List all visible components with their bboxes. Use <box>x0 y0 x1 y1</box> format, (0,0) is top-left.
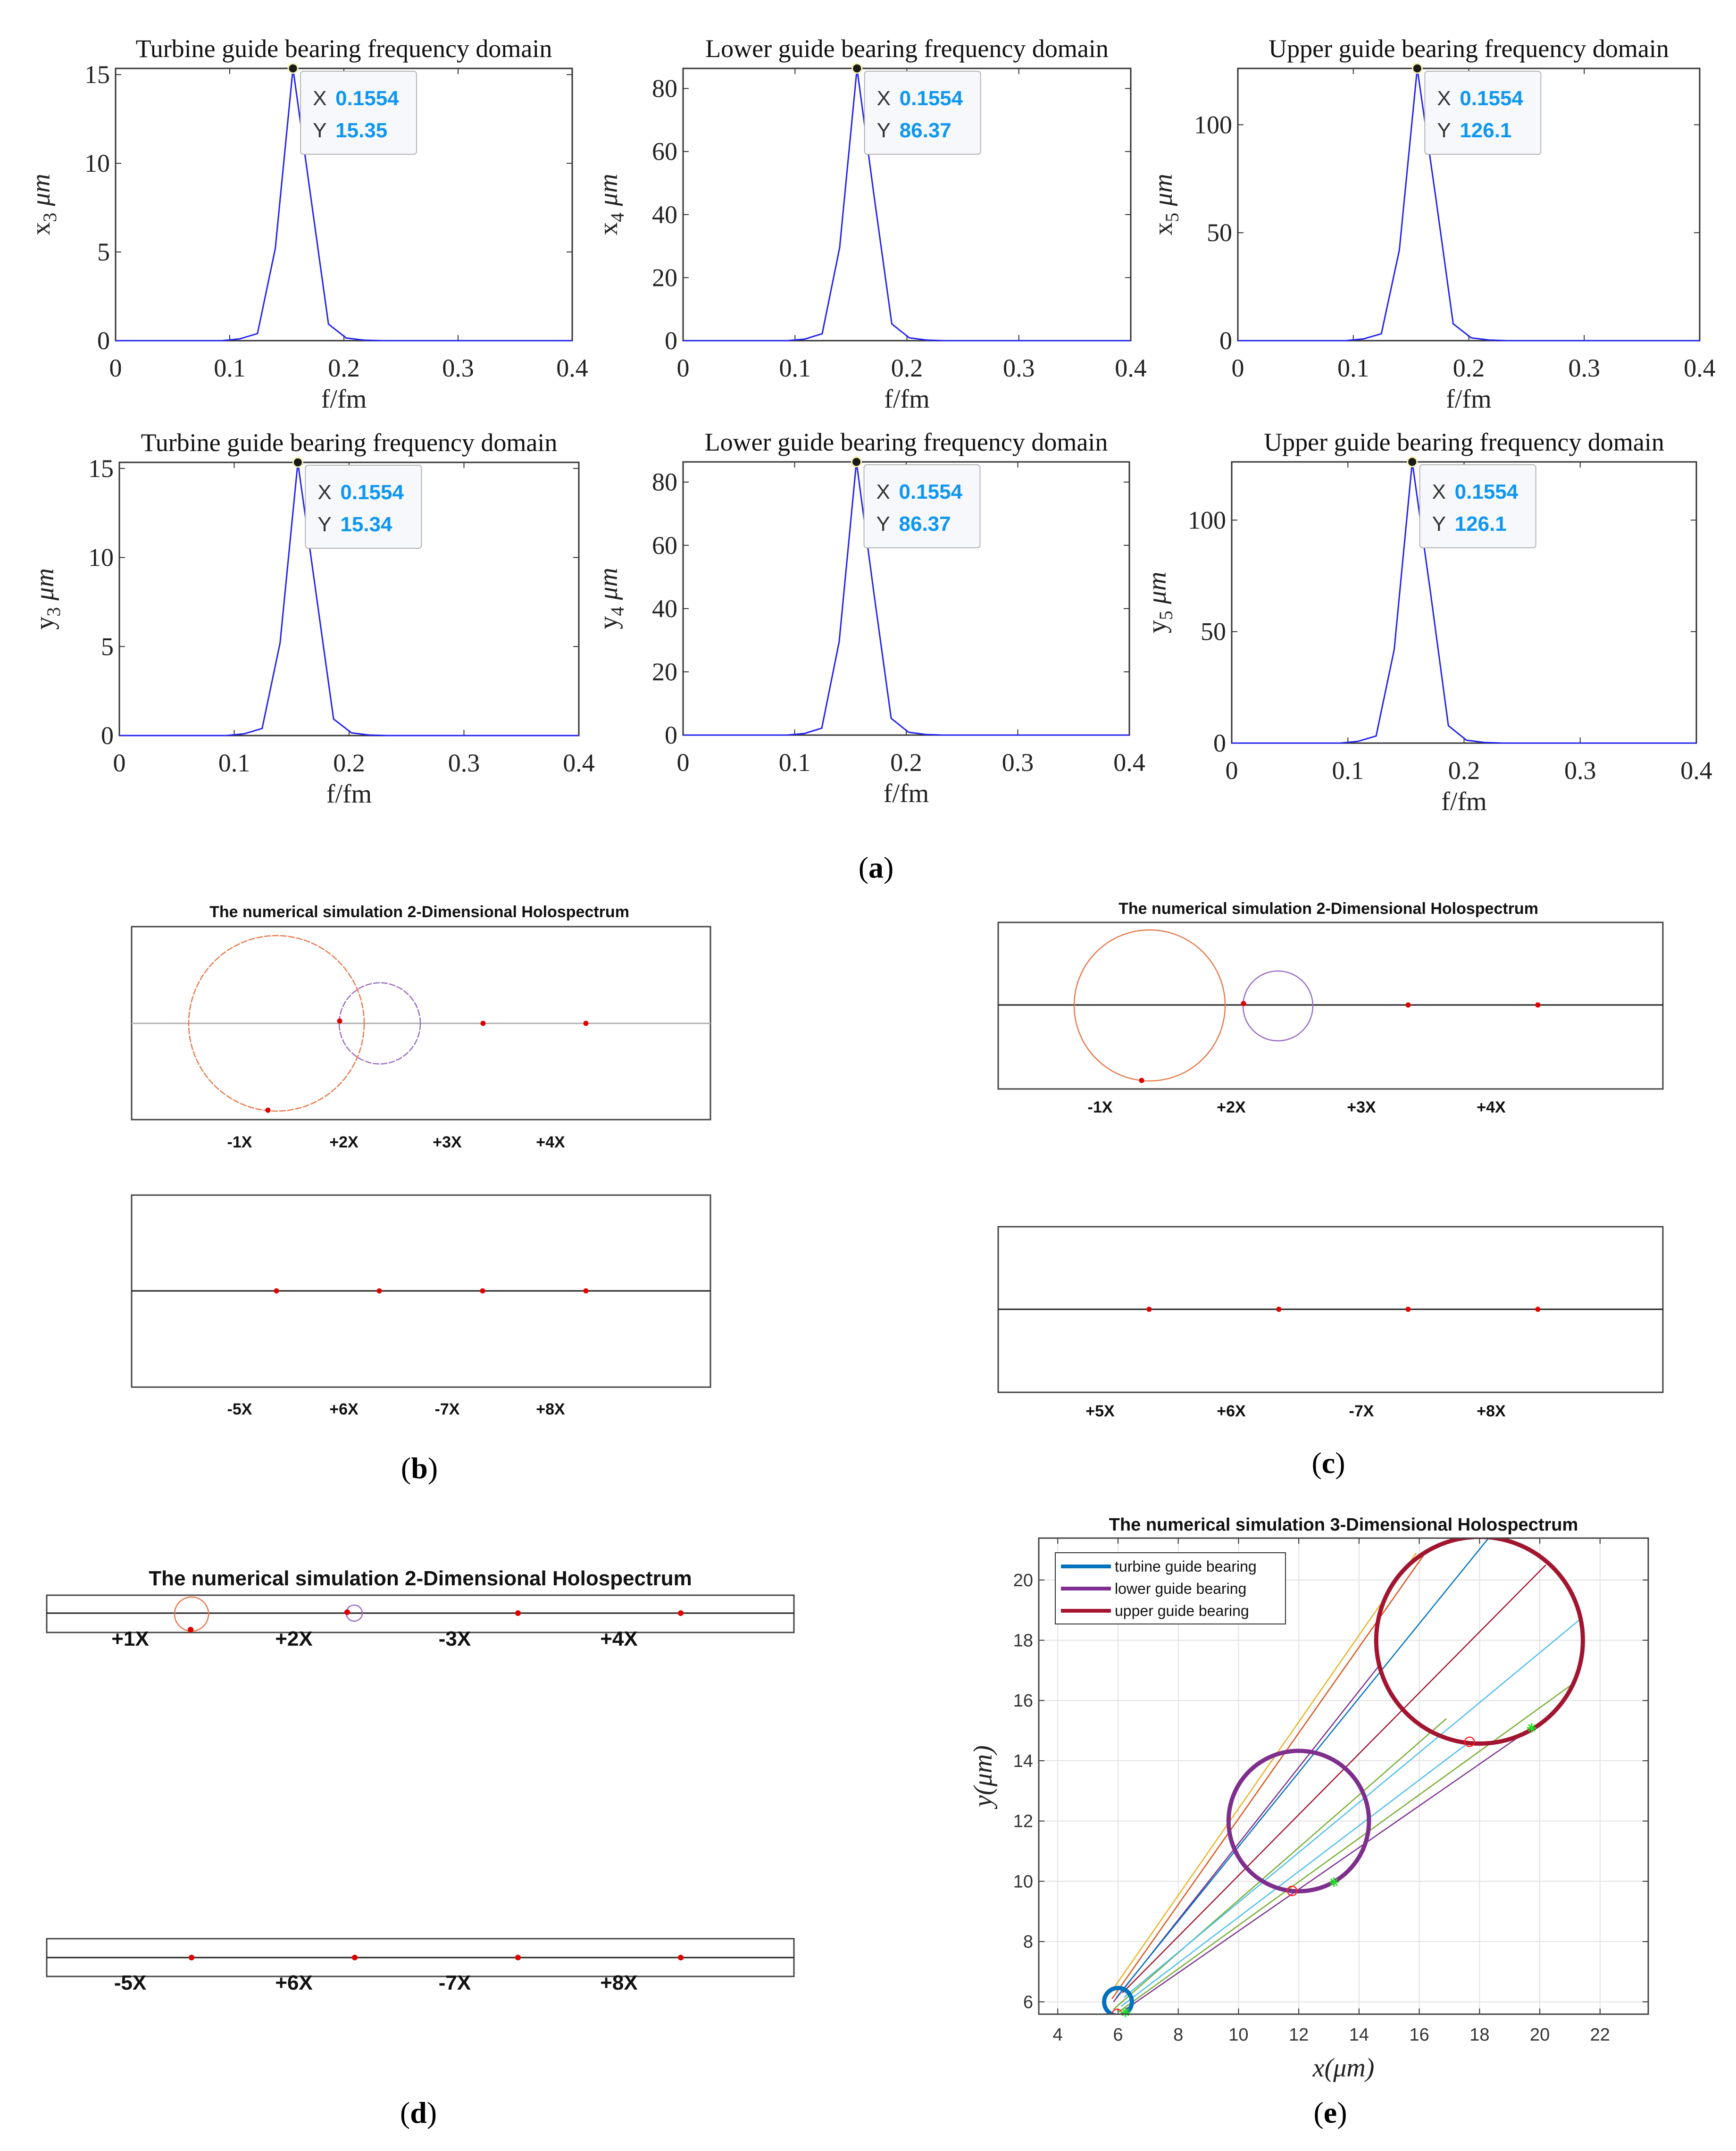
harmonic-label: +2X <box>1217 1098 1246 1116</box>
phase-dot <box>1139 1078 1144 1083</box>
legend-label: lower guide bearing <box>1115 1580 1247 1597</box>
datatip-x-value: 0.1554 <box>899 480 963 503</box>
y-tick-label: 40 <box>652 200 677 229</box>
x-tick-label: 0.4 <box>1115 354 1147 382</box>
y-axis-label <box>1143 572 1177 634</box>
datatip-y-value: 126.1 <box>1454 512 1507 536</box>
plot-title: The numerical simulation 3-Dimensional Holospectrum <box>1109 1515 1578 1535</box>
y-axis-label-var: x <box>1149 222 1178 235</box>
harmonic-label: +3X <box>433 1133 462 1151</box>
y-axis-label-var: y <box>1143 620 1172 634</box>
y-tick-label: 0 <box>665 326 677 355</box>
caption-c: (c) <box>1311 1446 1345 1480</box>
x-tick-label: 22 <box>1590 2025 1610 2045</box>
y-axis-label-var: x <box>594 222 623 235</box>
x-tick-label: 0 <box>113 749 126 777</box>
datatip-x-value: 0.1554 <box>335 87 399 110</box>
phase-dot <box>1406 1003 1411 1008</box>
caption-a: (a) <box>858 851 894 884</box>
x-axis-label: x(μm) <box>1312 2053 1375 2083</box>
caption-e: (e) <box>1313 2096 1347 2129</box>
y-axis-label-unit: μm <box>1143 571 1172 604</box>
y-tick-label: 8 <box>1023 1932 1033 1952</box>
x-tick-label: 0.1 <box>1332 756 1364 785</box>
panel-e-holospectrum-3d <box>968 1515 1648 2083</box>
x-tick-label: 0.2 <box>891 354 923 382</box>
y-tick-label: 20 <box>1013 1570 1033 1590</box>
x-tick-label: 0.3 <box>442 354 474 382</box>
harmonic-label: +4X <box>536 1133 565 1151</box>
y-axis-label-unit: μm <box>594 174 623 206</box>
phase-dot <box>377 1289 382 1294</box>
harmonic-label: -1X <box>227 1133 252 1151</box>
x-tick-label: 0.2 <box>1448 756 1480 785</box>
datatip[interactable] <box>1420 465 1536 548</box>
x-tick-label: 0.4 <box>1684 354 1716 382</box>
harmonic-label: +6X <box>275 1971 313 1994</box>
x-tick-label: 0.2 <box>1452 354 1485 382</box>
holospectrum-2d-c <box>998 900 1663 1420</box>
y-tick-label: 10 <box>84 149 110 178</box>
y-tick-label: 0 <box>665 721 677 749</box>
x-tick-label: 0.3 <box>1568 354 1600 382</box>
datatip-marker[interactable] <box>288 64 298 73</box>
datatip-y-key: Y <box>1437 119 1451 142</box>
holo-row-2 <box>47 1939 794 1994</box>
y-axis-label <box>594 568 628 629</box>
freq-plot-a1 <box>26 34 588 414</box>
y-axis-label-unit: μm <box>594 568 623 600</box>
y-axis-label-var: y <box>594 616 623 629</box>
phase-dot <box>481 1021 486 1026</box>
datatip-x-key: X <box>876 87 891 110</box>
y-tick-label: 12 <box>1013 1811 1033 1832</box>
y-tick-label: 15 <box>84 60 110 89</box>
holo-row-1 <box>132 927 710 1151</box>
y-tick-label: 18 <box>1013 1631 1033 1651</box>
plot-title: Turbine guide bearing frequency domain <box>135 34 552 63</box>
harmonic-label: -7X <box>438 1971 471 1994</box>
x-tick-label: 0.3 <box>448 749 480 777</box>
x-tick-label: 6 <box>1113 2025 1123 2045</box>
y-tick-label: 15 <box>88 454 114 483</box>
freq-plot-a4 <box>30 428 595 809</box>
phase-dot <box>584 1021 589 1026</box>
datatip-y-value: 15.35 <box>335 119 388 142</box>
plot-title: Upper guide bearing frequency domain <box>1264 428 1664 456</box>
datatip-y-key: Y <box>317 513 332 536</box>
x-tick-label: 0.4 <box>1680 756 1712 785</box>
y-axis-label <box>594 174 628 235</box>
x-tick-label: 4 <box>1052 2025 1063 2045</box>
x-tick-label: 0.3 <box>1564 756 1596 785</box>
phase-dot <box>480 1289 485 1294</box>
freq-plot-a6 <box>1143 428 1712 816</box>
x-tick-label: 0.2 <box>890 748 922 777</box>
datatip[interactable] <box>864 465 980 548</box>
y-tick-label: 100 <box>1188 506 1226 535</box>
legend-label: upper guide bearing <box>1115 1602 1249 1619</box>
x-tick-label: 0 <box>676 748 690 777</box>
datatip[interactable] <box>865 71 981 154</box>
harmonic-label: +6X <box>1217 1402 1246 1420</box>
phase-dot <box>1147 1307 1152 1312</box>
datatip-marker[interactable] <box>852 64 862 73</box>
legend-label: turbine guide bearing <box>1115 1558 1257 1575</box>
phase-dot <box>515 1610 521 1616</box>
y-tick-label: 0 <box>1213 729 1226 757</box>
x-tick-label: 0.3 <box>1003 354 1035 382</box>
y-axis-label-sub: 4 <box>607 606 628 616</box>
y-tick-label: 80 <box>652 74 677 103</box>
phase-dot <box>1536 1307 1541 1312</box>
legend <box>1055 1553 1285 1624</box>
y-tick-label: 50 <box>1207 218 1232 247</box>
harmonic-label: -1X <box>1087 1098 1113 1116</box>
plot-title: Lower guide bearing frequency domain <box>704 428 1108 456</box>
y-tick-label: 0 <box>1219 326 1232 355</box>
holo-title: The numerical simulation 2-Dimensional Holospectrum <box>1118 900 1538 918</box>
y-tick-label: 60 <box>652 137 677 166</box>
datatip-x-key: X <box>317 481 332 504</box>
y-tick-label: 5 <box>101 632 114 661</box>
y-tick-label: 40 <box>652 594 677 623</box>
y-axis-label-sub: 5 <box>1161 212 1183 222</box>
y-tick-label: 50 <box>1201 617 1226 646</box>
plot-title: Upper guide bearing frequency domain <box>1269 34 1669 63</box>
datatip-marker[interactable] <box>852 457 861 467</box>
datatip-x-key: X <box>313 87 327 110</box>
x-axis-label: f/fm <box>321 385 367 414</box>
datatip-x-value: 0.1554 <box>899 87 963 110</box>
x-tick-label: 16 <box>1409 2025 1429 2045</box>
x-tick-label: 0.4 <box>556 354 588 382</box>
y-tick-label: 16 <box>1013 1691 1033 1711</box>
phase-dot <box>1406 1307 1411 1312</box>
datatip-x-key: X <box>1432 480 1446 503</box>
plot-title: Lower guide bearing frequency domain <box>705 34 1109 63</box>
phase-dot <box>515 1955 521 1960</box>
y-tick-label: 10 <box>88 543 114 572</box>
holo-row-2 <box>132 1195 710 1418</box>
phase-dot <box>274 1289 279 1294</box>
y-axis-label <box>1149 174 1183 235</box>
x-tick-label: 0 <box>676 354 690 382</box>
x-tick-label: 0.1 <box>214 354 246 382</box>
harmonic-label: +6X <box>329 1400 359 1418</box>
y-tick-label: 0 <box>101 721 114 750</box>
y-tick-label: 6 <box>1023 1992 1033 2012</box>
x-axis-label: f/fm <box>1441 787 1487 816</box>
harmonic-label: +3X <box>1347 1098 1376 1116</box>
caption-b: (b) <box>401 1451 438 1485</box>
x-tick-label: 0.4 <box>563 749 595 777</box>
x-tick-label: 0.1 <box>1337 354 1369 382</box>
y-axis-label-unit: μm <box>26 174 56 206</box>
harmonic-label: -5X <box>114 1971 147 1994</box>
holo-title: The numerical simulation 2-Dimensional Holospectrum <box>149 1567 692 1590</box>
x-tick-label: 0.4 <box>1113 748 1145 777</box>
phase-dot <box>188 1627 193 1632</box>
harmonic-label: +1X <box>111 1627 149 1650</box>
datatip[interactable] <box>305 465 421 548</box>
x-tick-label: 0.1 <box>778 748 811 777</box>
phase-dot <box>266 1108 271 1113</box>
datatip[interactable] <box>1425 71 1541 154</box>
freq-plot-a5 <box>594 428 1145 808</box>
holo-row-2 <box>998 1227 1663 1420</box>
x-tick-label: 0 <box>1225 756 1238 785</box>
harmonic-label: +8X <box>536 1400 565 1418</box>
harmonic-label: +8X <box>600 1971 638 1994</box>
x-tick-label: 20 <box>1529 2025 1550 2045</box>
holo-row-1 <box>998 922 1663 1116</box>
panel-a-frequency-plots <box>26 34 1716 816</box>
holo-row-1 <box>47 1595 794 1650</box>
harmonic-label: -7X <box>434 1400 460 1418</box>
phase-dot <box>344 1609 350 1615</box>
ellipse-orbit <box>1243 971 1313 1041</box>
ellipse-orbit <box>175 1597 209 1631</box>
holospectrum-2d-b <box>132 903 710 1418</box>
x-tick-label: 0 <box>1231 354 1244 382</box>
phase-dot <box>1536 1003 1541 1008</box>
y-axis-label-sub: 3 <box>43 607 64 617</box>
phase-dot <box>337 1019 342 1024</box>
phase-dot <box>189 1955 194 1960</box>
datatip-x-value: 0.1554 <box>1454 480 1519 503</box>
x-tick-label: 18 <box>1469 2025 1490 2045</box>
y-tick-label: 0 <box>97 326 110 355</box>
x-axis-label: f/fm <box>883 779 929 808</box>
x-tick-label: 0.2 <box>333 749 365 777</box>
x-axis-label: f/fm <box>884 385 930 414</box>
harmonic-label: -3X <box>438 1627 471 1650</box>
y-axis-label-sub: 3 <box>39 212 60 222</box>
y-axis-label-sub: 4 <box>607 212 628 222</box>
freq-plot-a3 <box>1149 34 1716 414</box>
y-axis-label <box>26 174 60 235</box>
phase-dot <box>678 1955 684 1960</box>
datatip-marker[interactable] <box>293 458 302 467</box>
x-tick-label: 12 <box>1289 2025 1309 2045</box>
y-tick-label: 10 <box>1013 1872 1033 1892</box>
datatip-marker[interactable] <box>1412 64 1422 73</box>
datatip-y-value: 15.34 <box>340 513 392 536</box>
harmonic-label: -7X <box>1349 1402 1374 1420</box>
y-axis-label: y(μm) <box>968 1745 998 1807</box>
x-axis-label: f/fm <box>1446 385 1492 414</box>
harmonic-label: -5X <box>227 1400 252 1418</box>
datatip-y-value: 86.37 <box>899 512 951 536</box>
datatip-y-key: Y <box>876 512 890 536</box>
y-axis-label-var: y <box>30 616 59 630</box>
y-tick-label: 14 <box>1013 1751 1033 1771</box>
datatip[interactable] <box>300 71 417 154</box>
datatip-y-key: Y <box>313 119 327 142</box>
phase-star-marker <box>1329 1877 1339 1887</box>
holospectrum-2d-d <box>47 1567 794 1994</box>
y-tick-label: 5 <box>97 238 110 267</box>
phase-dot <box>1241 1001 1246 1006</box>
phase-star-marker <box>1527 1723 1536 1733</box>
datatip-y-value: 126.1 <box>1460 119 1512 142</box>
y-tick-label: 100 <box>1194 110 1232 139</box>
caption-d: (d) <box>400 2096 437 2129</box>
datatip-x-value: 0.1554 <box>1460 87 1523 110</box>
harmonic-label: +5X <box>1085 1402 1115 1420</box>
harmonic-label: +4X <box>1477 1098 1506 1116</box>
phase-dot <box>352 1955 358 1960</box>
harmonic-label: +2X <box>329 1133 359 1151</box>
y-tick-label: 60 <box>652 531 677 560</box>
x-tick-label: 10 <box>1228 2025 1249 2045</box>
datatip-marker[interactable] <box>1408 457 1417 467</box>
y-tick-label: 80 <box>652 468 677 496</box>
y-axis-label-sub: 5 <box>1155 611 1177 620</box>
datatip-y-value: 86.37 <box>899 119 951 142</box>
phase-dot <box>584 1289 589 1294</box>
datatip-x-key: X <box>1437 87 1451 110</box>
x-tick-label: 8 <box>1173 2025 1184 2045</box>
holo-title: The numerical simulation 2-Dimensional Holospectrum <box>209 903 629 921</box>
y-tick-label: 20 <box>652 657 677 686</box>
x-axis-label: f/fm <box>326 779 372 809</box>
y-axis-label-unit: μm <box>1149 174 1178 206</box>
datatip-x-key: X <box>876 480 890 503</box>
phase-dot <box>678 1610 684 1616</box>
x-tick-label: 0.3 <box>1002 748 1034 777</box>
harmonic-label: +8X <box>1477 1402 1506 1420</box>
y-axis-label <box>30 568 64 630</box>
x-tick-label: 0.2 <box>328 354 360 382</box>
datatip-y-key: Y <box>1432 512 1446 536</box>
plot-title: Turbine guide bearing frequency domain <box>141 428 558 457</box>
x-tick-label: 0 <box>109 354 122 382</box>
x-tick-label: 0.1 <box>779 354 811 382</box>
phase-dot <box>1277 1307 1282 1312</box>
datatip-x-value: 0.1554 <box>340 481 404 504</box>
x-tick-label: 14 <box>1349 2025 1369 2045</box>
harmonic-label: +4X <box>600 1627 638 1650</box>
holospectrum-3d <box>968 1515 1648 2083</box>
datatip-y-key: Y <box>876 119 891 142</box>
harmonic-label: +2X <box>275 1627 313 1650</box>
y-axis-label-unit: μm <box>30 568 59 601</box>
freq-plot-a2 <box>594 34 1147 414</box>
phase-star-marker <box>1121 2008 1130 2017</box>
x-tick-label: 0.1 <box>218 749 250 777</box>
y-axis-label-var: x <box>26 222 56 235</box>
y-tick-label: 20 <box>652 263 677 292</box>
